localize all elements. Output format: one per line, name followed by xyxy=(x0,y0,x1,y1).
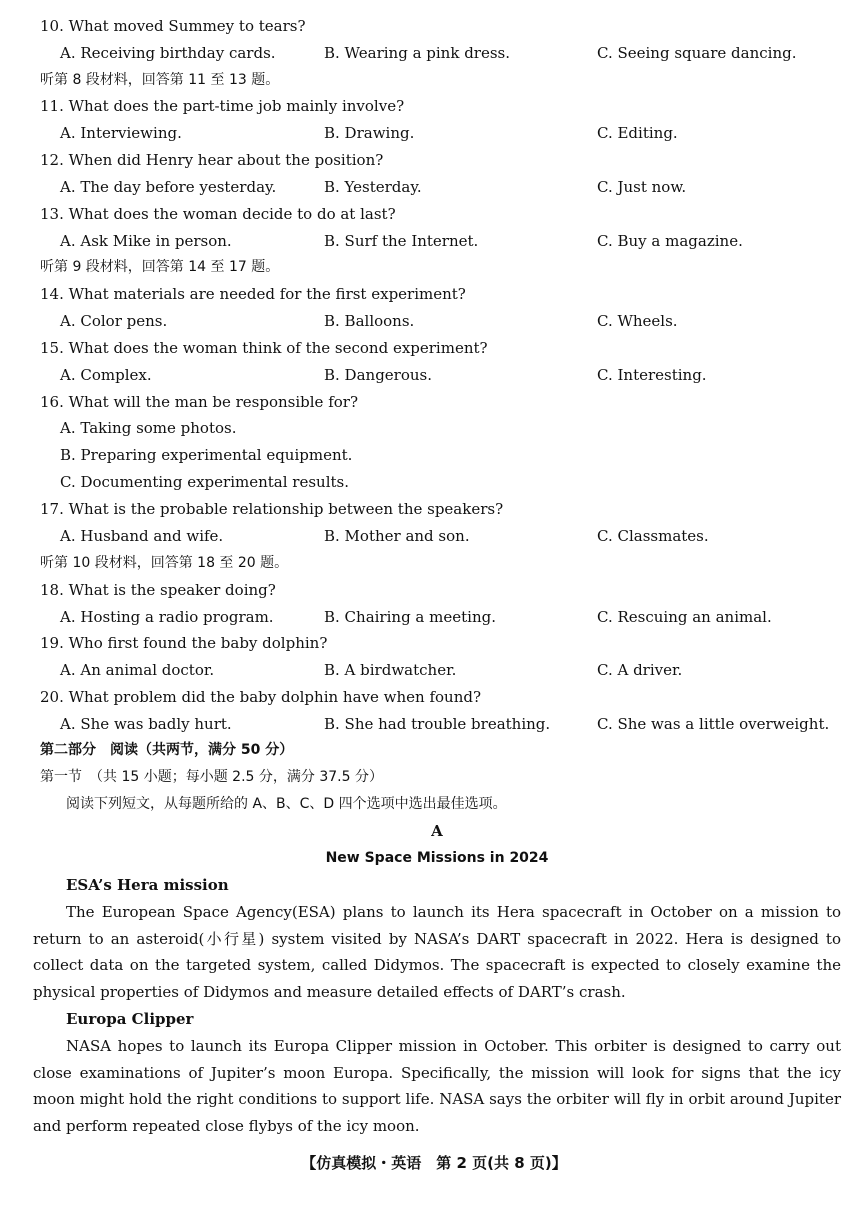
option-c: C. Buy a magazine. xyxy=(597,232,743,250)
option-b: B. She had trouble breathing. xyxy=(324,715,551,733)
option-b: B. Yesterday. xyxy=(324,178,422,196)
option-c: C. She was a little overweight. xyxy=(597,715,830,733)
option-a: A. Interviewing. xyxy=(60,124,182,142)
option-a: A. Receiving birthday cards. xyxy=(60,44,276,62)
option-c: C. Wheels. xyxy=(597,312,678,330)
option-b: B. Surf the Internet. xyxy=(324,232,479,250)
section-instruction: 听第 10 段材料，回答第 18 至 20 题。 xyxy=(40,555,289,571)
paragraph-europa xyxy=(33,1033,841,1139)
option-c: C. Rescuing an animal. xyxy=(597,608,772,626)
option-c: C. Classmates. xyxy=(597,527,709,545)
option-a: A. Hosting a radio program. xyxy=(60,608,274,626)
option-a: A. The day before yesterday. xyxy=(60,178,277,196)
option-a: A. An animal doctor. xyxy=(60,661,215,679)
question-20-stem: 20. What problem did the baby dolphin have when found? xyxy=(40,688,481,706)
option-a: A. Color pens. xyxy=(60,312,168,330)
question-options xyxy=(0,40,868,66)
option-a: A. Complex. xyxy=(60,366,152,384)
question-11-stem: 11. What does the part-time job mainly involve? xyxy=(40,97,405,115)
option-b: B. Dangerous. xyxy=(324,366,432,384)
question-16-stem: 16. What will the man be responsible for? xyxy=(40,393,358,411)
option-c: C. Interesting. xyxy=(597,366,707,384)
section-instruction: 听第 8 段材料，回答第 11 至 13 题。 xyxy=(40,72,280,88)
option-b: B. Drawing. xyxy=(324,124,415,142)
option-a: A. Taking some photos. xyxy=(60,419,237,437)
passage-letter: A xyxy=(431,822,443,840)
question-18-stem: 18. What is the speaker doing? xyxy=(40,581,276,599)
option-b: B. Preparing experimental equipment. xyxy=(60,446,353,464)
question-17-stem: 17. What is the probable relationship between the speakers? xyxy=(40,500,504,518)
question-14-stem: 14. What materials are needed for the first experiment? xyxy=(40,285,466,303)
option-c: C. Seeing square dancing. xyxy=(597,44,797,62)
option-a: A. She was badly hurt. xyxy=(60,715,232,733)
option-a: A. Husband and wife. xyxy=(60,527,224,545)
option-c: C. Editing. xyxy=(597,124,678,142)
page-footer: 【仿真模拟・英语 第 2 页(共 8 页)】 xyxy=(301,1154,567,1172)
part-two-title: 第二部分 阅读（共两节，满分 50 分） xyxy=(40,742,294,758)
option-c: C. Documenting experimental results. xyxy=(60,473,349,491)
option-a: A. Ask Mike in person. xyxy=(60,232,232,250)
question-13-stem: 13. What does the woman decide to do at last? xyxy=(40,205,396,223)
subheading-europa: Europa Clipper xyxy=(66,1010,194,1028)
paragraph-hera-text: The European Space Agency(ESA) plans to launch its Hera spacecraft in October on a mission to return to an asteroid(小行星) system visited by NASA’s DART spacecraft in 2022. Hera is designed to collect data on the targeted system, called Didymos. The spacecraft is expected to closely examine the physical properties of Didymos and measure detailed effects of DART’s crash. xyxy=(33,903,841,1001)
paragraph-europa-text: NASA hopes to launch its Europa Clipper mission in October. This orbiter is designed to carry out close examinations of Jupiter’s moon Europa. Specifically, the mission will look for signs that the icy moon might hold the right conditions to support life. NASA says the orbiter will fly in orbit around Jupiter and perform repeated close flybys of the icy moon. xyxy=(33,1037,841,1135)
option-b: B. Chairing a meeting. xyxy=(324,608,496,626)
question-15-stem: 15. What does the woman think of the second experiment? xyxy=(40,339,488,357)
question-19-stem: 19. Who first found the baby dolphin? xyxy=(40,634,328,652)
option-b: B. Wearing a pink dress. xyxy=(324,44,511,62)
option-b: B. Mother and son. xyxy=(324,527,470,545)
section-instruction: 听第 9 段材料，回答第 14 至 17 题。 xyxy=(40,259,280,275)
paragraph-hera xyxy=(33,899,841,1005)
section-one-title: 第一节 （共 15 小题；每小题 2.5 分，满分 37.5 分） xyxy=(40,769,383,785)
option-c: C. A driver. xyxy=(597,661,683,679)
option-c: C. Just now. xyxy=(597,178,687,196)
question-stem xyxy=(0,13,868,39)
article-title: New Space Missions in 2024 xyxy=(325,850,549,866)
reading-instruction: 阅读下列短文，从每题所给的 A、B、C、D 四个选项中选出最佳选项。 xyxy=(66,796,507,812)
option-b: B. A birdwatcher. xyxy=(324,661,457,679)
question-12-stem: 12. When did Henry hear about the position? xyxy=(40,151,384,169)
subheading-hera: ESA’s Hera mission xyxy=(66,876,229,894)
question-10-stem: 10. What moved Summey to tears? xyxy=(40,17,306,35)
option-b: B. Balloons. xyxy=(324,312,415,330)
